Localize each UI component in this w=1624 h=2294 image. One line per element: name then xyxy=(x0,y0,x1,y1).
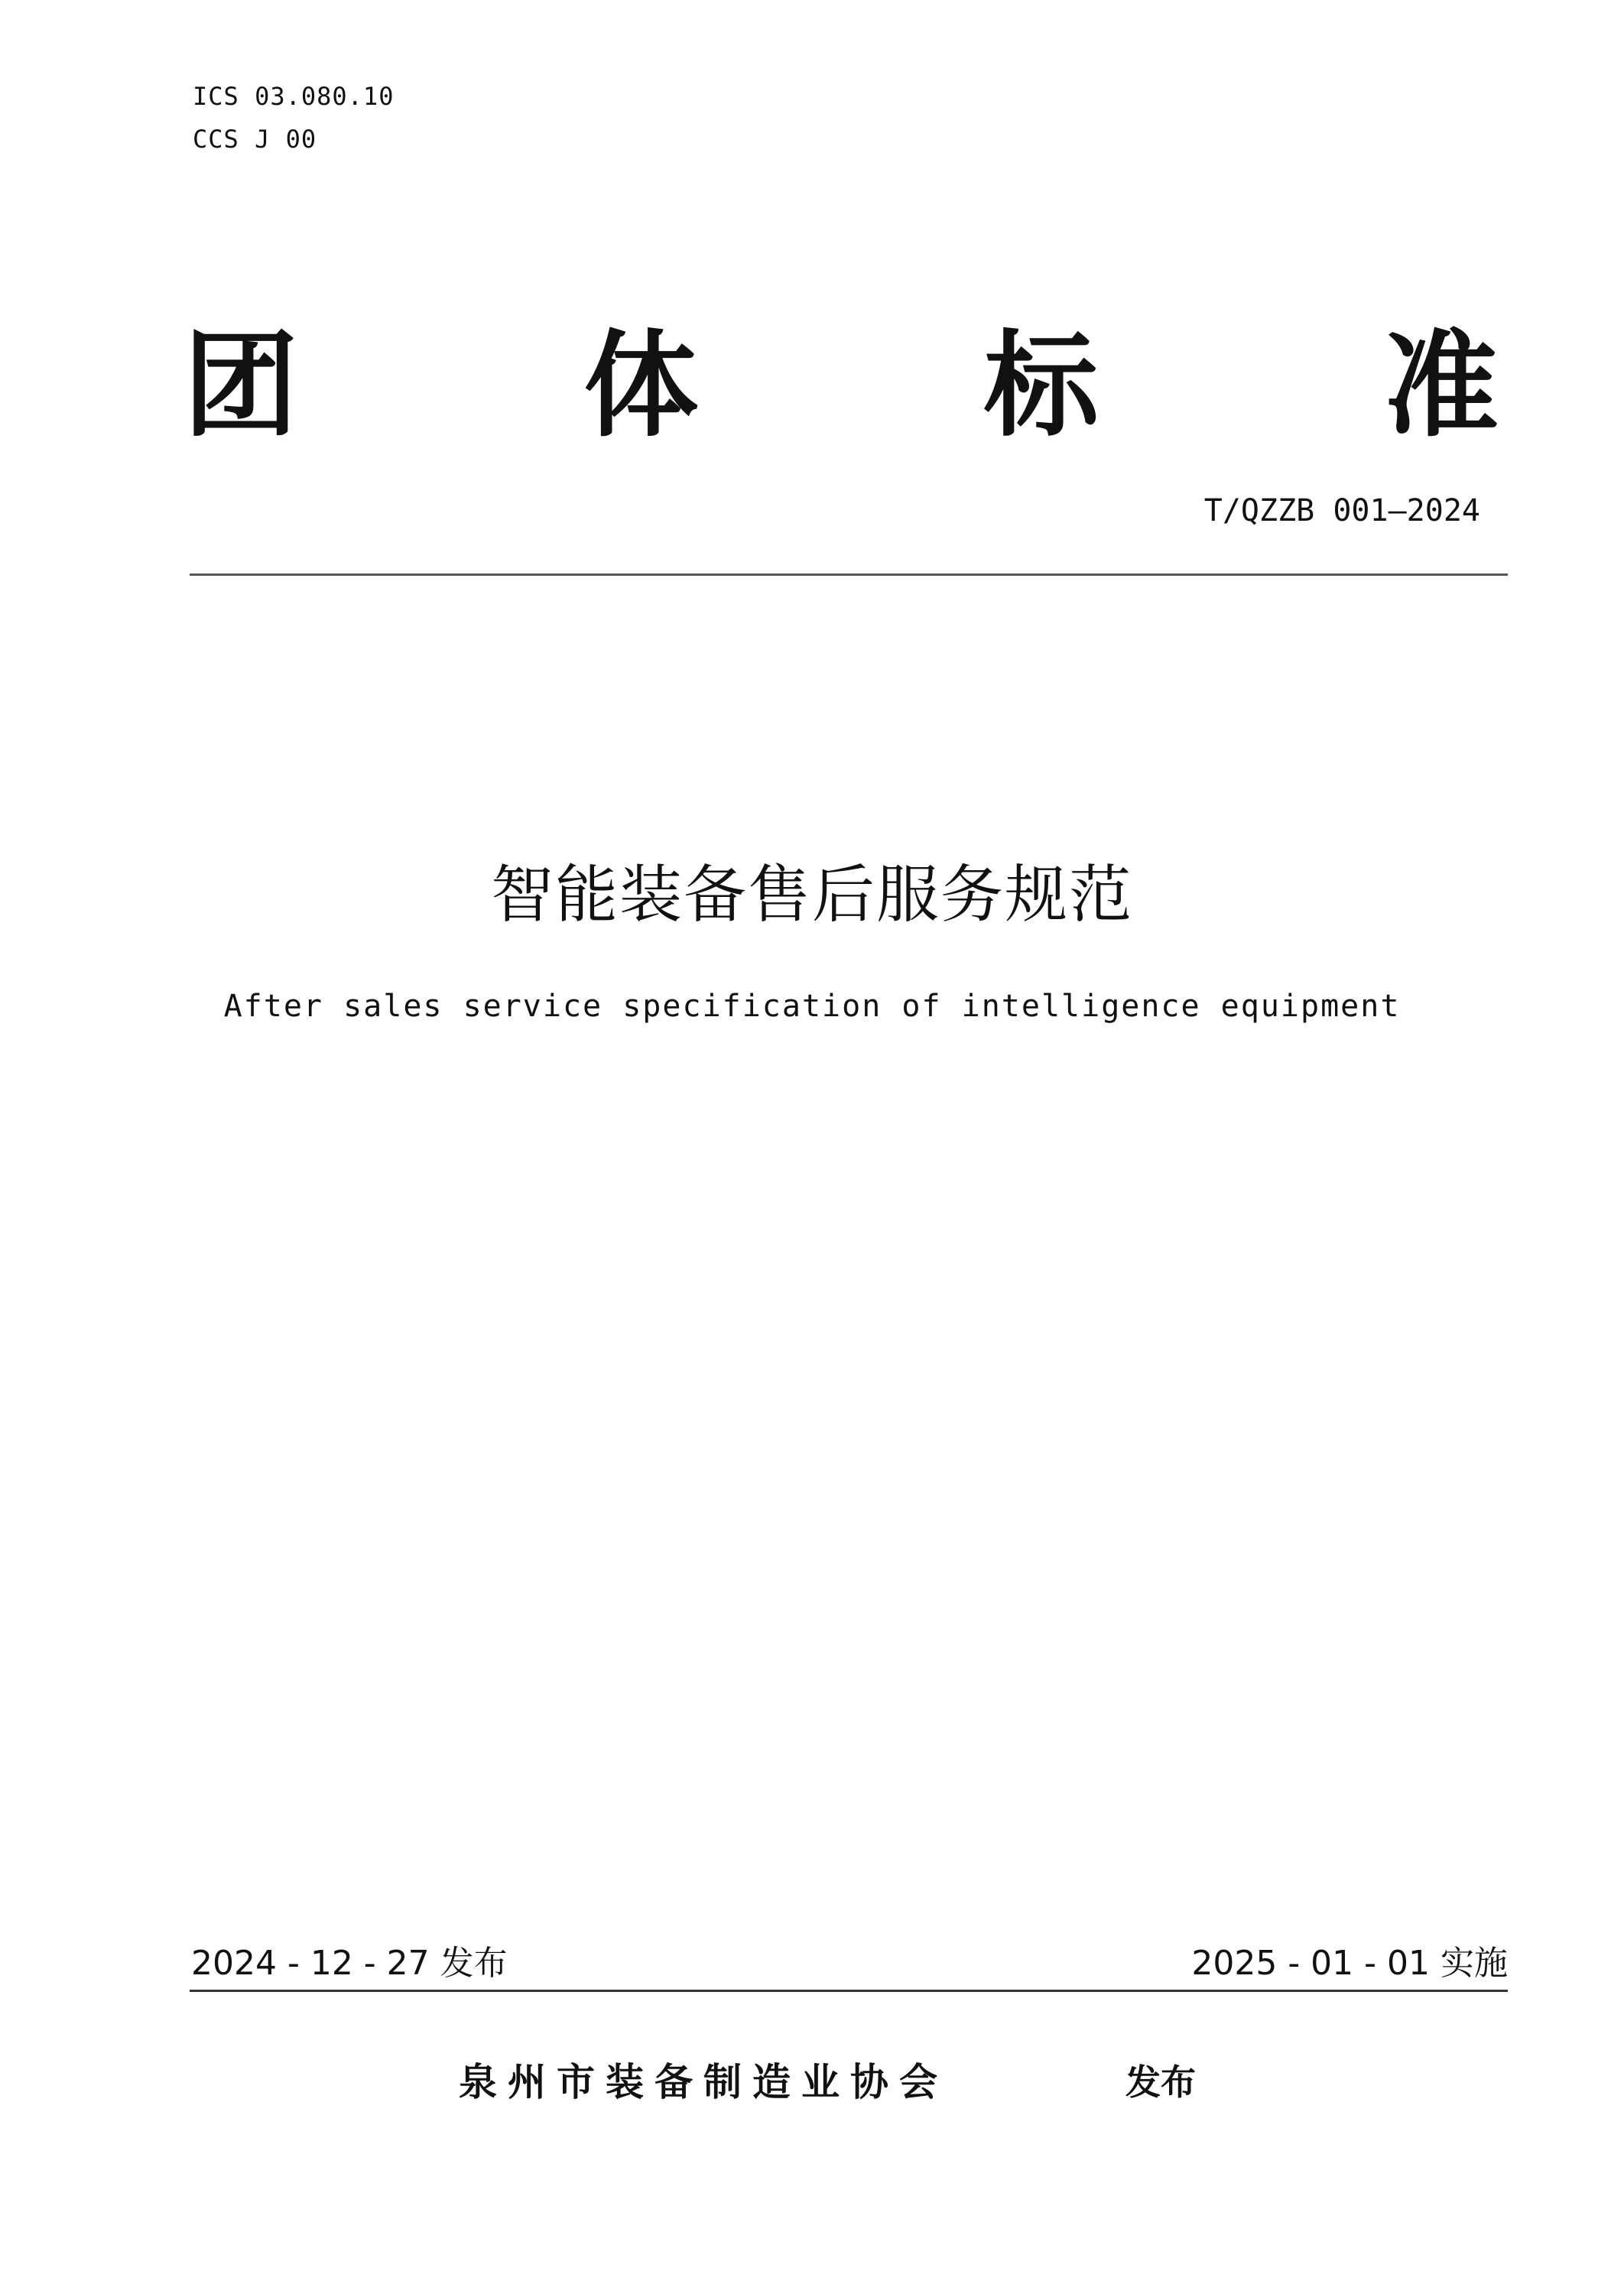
document-title-en: After sales service specification of intelligence equipment xyxy=(223,989,1401,1024)
standard-number: T/QZZB 001—2024 xyxy=(1203,493,1480,528)
top-divider xyxy=(190,574,1508,576)
publisher-name: 泉州市装备制造业协会 xyxy=(459,2060,948,2104)
implementation-date: 2025 - 01 - 01 实施 xyxy=(1191,1944,1508,1983)
banner-char: 准 xyxy=(1383,320,1499,453)
standard-type-banner xyxy=(184,321,1499,451)
publish-label: 发布 xyxy=(1125,2062,1196,2103)
issue-date: 2024 - 12 - 27 发布 xyxy=(191,1944,508,1983)
ics-code: ICS 03.080.10 xyxy=(193,82,395,111)
ccs-code: CCS J 00 xyxy=(193,125,317,154)
banner-char: 团 xyxy=(184,320,299,453)
banner-char: 体 xyxy=(583,320,699,453)
bottom-divider xyxy=(190,1990,1508,1992)
document-title-zh: 智能装备售后服务规范 xyxy=(490,859,1133,931)
banner-char: 标 xyxy=(983,320,1099,453)
